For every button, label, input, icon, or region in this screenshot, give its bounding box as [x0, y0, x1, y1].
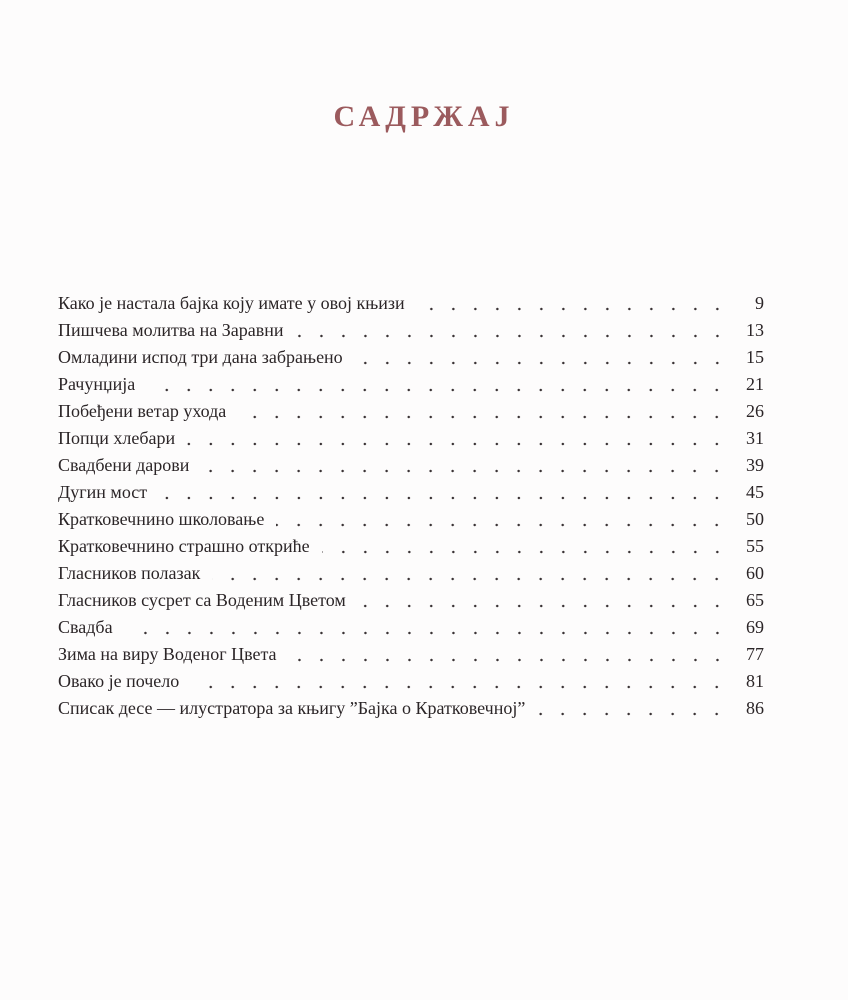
page-title: САДРЖАЈ	[333, 100, 515, 133]
toc-entry-title: Овако је почело	[58, 671, 180, 691]
toc-entry-title: Кратковечнино страшно откриће	[58, 536, 310, 556]
toc-entry-page: 77	[746, 644, 764, 664]
toc-entry	[58, 560, 764, 587]
leader-dots	[212, 577, 728, 581]
toc-entry-title: Гласников полазак	[58, 563, 201, 583]
toc-entry	[58, 452, 764, 479]
toc-entry	[58, 533, 764, 560]
leader-dots	[147, 388, 728, 392]
toc-entry-page: 39	[746, 455, 764, 475]
toc-entry	[58, 371, 764, 398]
table-of-contents	[58, 290, 764, 722]
toc-entry-title: Пишчева молитва на Заравни	[58, 320, 284, 340]
toc-entry	[58, 587, 764, 614]
toc-entry-page: 60	[746, 563, 764, 583]
toc-entry	[58, 695, 764, 722]
toc-entry-title: Како је настала бајка коју имате у овој књизи	[58, 293, 405, 313]
toc-entry-page: 13	[746, 320, 764, 340]
leader-dots	[201, 469, 728, 473]
toc-entry-title: Дугин мост	[58, 482, 148, 502]
leader-dots	[537, 712, 728, 716]
toc-entry	[58, 641, 764, 668]
toc-entry	[58, 506, 764, 533]
toc-entry-page: 81	[746, 671, 764, 691]
toc-entry-title: Кратковечнино школовање	[58, 509, 265, 529]
toc-entry-page: 21	[746, 374, 764, 394]
toc-entry-title: Омладини испод три дана забрањено	[58, 347, 343, 367]
toc-entry	[58, 317, 764, 344]
leader-dots	[289, 658, 728, 662]
toc-entry-page: 45	[746, 482, 764, 502]
toc-entry-title: Списак десе — илустратора за књигу ”Бајка о Кратковечној”	[58, 698, 526, 718]
toc-entry-title: Побеђени ветар ухода	[58, 401, 227, 421]
toc-entry	[58, 668, 764, 695]
toc-entry	[58, 344, 764, 371]
leader-dots	[276, 523, 728, 527]
leader-dots	[191, 685, 728, 689]
toc-entry-title: Рачунџија	[58, 374, 136, 394]
toc-entry-page: 26	[746, 401, 764, 421]
toc-entry-page: 15	[746, 347, 764, 367]
toc-entry-title: Свадбени дарови	[58, 455, 190, 475]
leader-dots	[238, 415, 728, 419]
leader-dots	[159, 496, 728, 500]
leader-dots	[187, 442, 728, 446]
toc-entry	[58, 290, 764, 317]
toc-entry-page: 86	[746, 698, 764, 718]
toc-entry	[58, 425, 764, 452]
toc-entry-page: 55	[746, 536, 764, 556]
leader-dots	[125, 631, 728, 635]
toc-entry-page: 69	[746, 617, 764, 637]
toc-entry-title: Попци хлебари	[58, 428, 176, 448]
toc-entry-page: 31	[746, 428, 764, 448]
toc-entry-page: 65	[746, 590, 764, 610]
toc-entry-page: 50	[746, 509, 764, 529]
toc-entry-title: Гласников сусрет са Воденим Цветом	[58, 590, 346, 610]
toc-entry	[58, 398, 764, 425]
toc-entry-title: Зима на виру Воденог Цвета	[58, 644, 277, 664]
leader-dots	[417, 307, 728, 311]
leader-dots	[322, 550, 728, 554]
toc-entry-page: 9	[755, 293, 764, 313]
leader-dots	[296, 334, 728, 338]
toc-entry	[58, 614, 764, 641]
leader-dots	[355, 361, 728, 365]
toc-entry	[58, 479, 764, 506]
leader-dots	[358, 604, 728, 608]
toc-entry-title: Свадба	[58, 617, 113, 637]
